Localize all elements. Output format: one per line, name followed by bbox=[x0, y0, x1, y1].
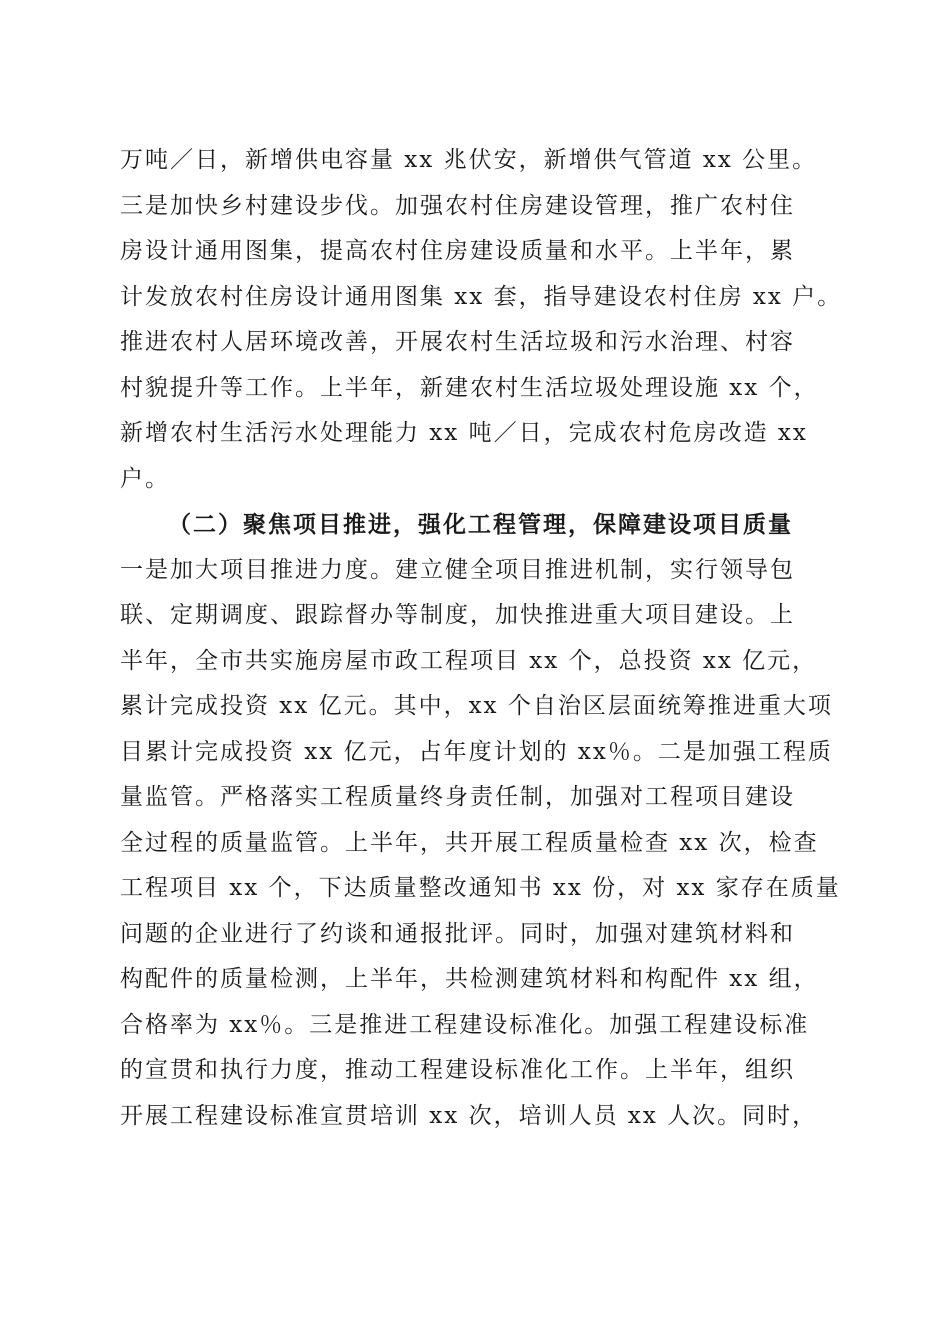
text-line: 开展工程建设标准宣贯培训 xx 次，培训人员 xx 人次。同时， bbox=[120, 1102, 818, 1129]
text-line: 问题的企业进行了约谈和通报批评。同时，加强对建筑材料和 bbox=[120, 920, 795, 947]
text-line: 万吨／日，新增供电容量 xx 兆伏安，新增供气管道 xx 公里。 bbox=[120, 147, 818, 173]
text-line: 量监管。严格落实工程质量终身责任制，加强对工程项目建设 bbox=[120, 784, 795, 810]
text-line: 新增农村生活污水处理能力 xx 吨／日，完成农村危房改造 xx bbox=[120, 420, 808, 446]
text-line: 户。 bbox=[120, 465, 170, 492]
text-line: 构配件的质量检测，上半年，共检测建筑材料和构配件 xx 组， bbox=[120, 966, 819, 992]
text-line: 合格率为 xx％。三是推进工程建设标准化。加强工程建设标准 bbox=[120, 1011, 810, 1038]
text-line: 全过程的质量监管。上半年，共开展工程质量检查 xx 次，检查 bbox=[120, 829, 819, 856]
text-line: 房设计通用图集，提高农村住房建设质量和水平。上半年，累 bbox=[120, 238, 795, 264]
text-line: 半年，全市共实施房屋市政工程项目 xx 个，总投资 xx 亿元， bbox=[120, 647, 818, 674]
text-line: 推进农村人居环境改善，开展农村生活垃圾和污水治理、村容 bbox=[120, 329, 795, 355]
text-line: 工程项目 xx 个，下达质量整改通知书 xx 份，对 xx 家存在质量 bbox=[120, 875, 841, 901]
text-line: 一是加大项目推进力度。建立健全项目推进机制，实行领导包 bbox=[120, 556, 795, 583]
section-heading: （二）聚焦项目推进，强化工程管理，保障建设项目质量 bbox=[168, 511, 793, 538]
text-line: 村貌提升等工作。上半年，新建农村生活垃圾处理设施 xx 个， bbox=[120, 374, 819, 401]
text-line: 目累计完成投资 xx 亿元，占年度计划的 xx％。二是加强工程质 bbox=[120, 738, 833, 765]
text-line: 的宣贯和执行力度，推动工程建设标准化工作。上半年，组织 bbox=[120, 1057, 795, 1083]
text-line: 累计完成投资 xx 亿元。其中，xx 个自治区层面统筹推进重大项 bbox=[120, 693, 833, 719]
text-line: 计发放农村住房设计通用图集 xx 套，指导建设农村住房 xx 户。 bbox=[120, 283, 843, 310]
text-line: 三是加快乡村建设步伐。加强农村住房建设管理，推广农村住 bbox=[120, 192, 795, 219]
text-line: 联、定期调度、跟踪督办等制度，加快推进重大项目建设。上 bbox=[120, 602, 795, 628]
document-body bbox=[120, 138, 843, 1139]
